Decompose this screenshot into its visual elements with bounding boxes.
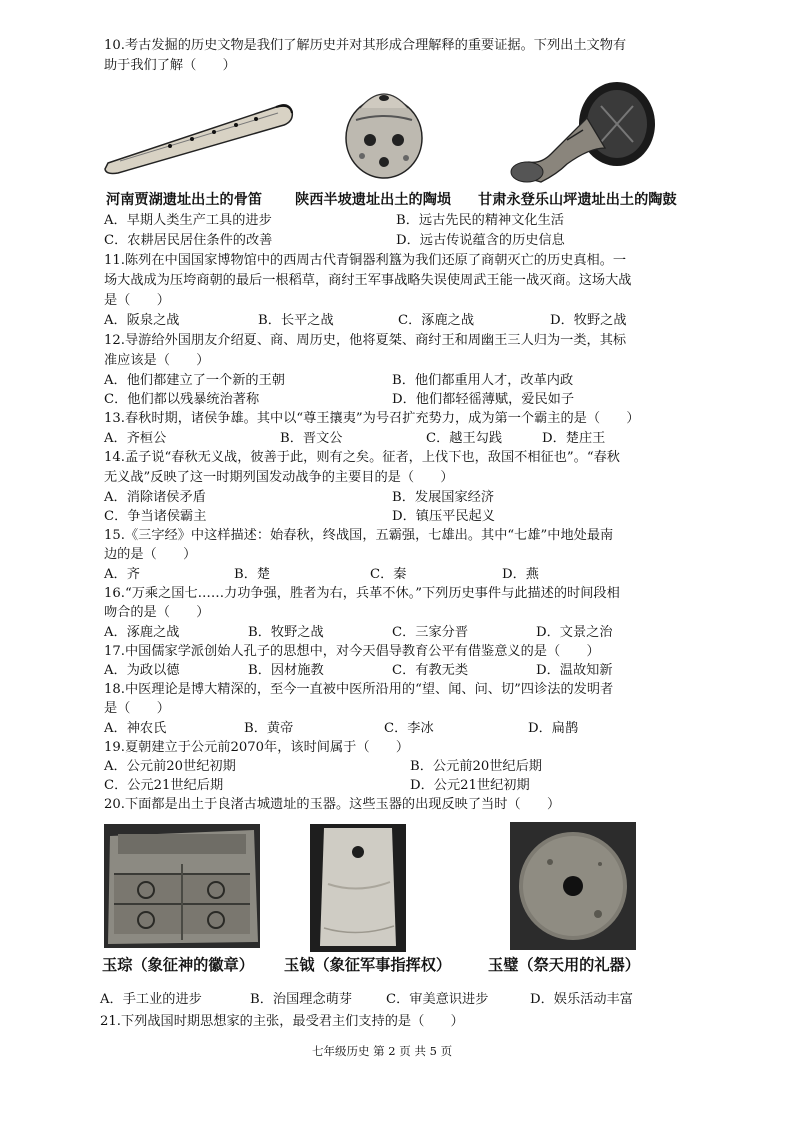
- q13-option-d: D．楚庄王: [542, 431, 606, 446]
- jade-cong-image: [104, 824, 260, 948]
- pottery-drum-image: [505, 78, 663, 186]
- q18-line-1: 18.中医理论是博大精深的，至今一直被中医所沿用的“望、闻、问、切”四诊法的发明者: [104, 682, 614, 697]
- figure-caption-jade-cong: 玉琮（象征神的徽章）: [102, 956, 254, 974]
- q12-option-d: D．他们都轻徭薄赋，爱民如子: [392, 392, 575, 407]
- q20-line-1: 20.下面都是出土于良渚古城遗址的玉器。这些玉器的出现反映了当时（ ）: [104, 797, 561, 812]
- figure-caption-jade-bi: 玉璧（祭天用的礼器）: [488, 956, 640, 974]
- q19-line-1: 19.夏朝建立于公元前2070年，该时间属于（ ）: [104, 740, 410, 755]
- q16-option-b: B．牧野之战: [248, 625, 324, 640]
- q11-line-2: 场大战成为压垮商朝的最后一根稻草，商纣王军事战略失误使周武王能一战灭商。这场大战: [104, 273, 632, 288]
- q11-option-a: A．阪泉之战: [104, 313, 180, 328]
- q16-line-1: 16.“万乘之国七……力功争强，胜者为右，兵革不休。”下列历史事件与此描述的时间段相: [104, 586, 620, 601]
- q14-option-d: D．镇压平民起义: [392, 509, 495, 524]
- figure-caption-jade-yue: 玉钺（象征军事指挥权）: [284, 956, 452, 974]
- q11-line-1: 11.陈列在中国国家博物馆中的西周古代青铜器利簋为我们还原了商朝灭亡的历史真相。一: [104, 253, 627, 268]
- q14-option-c: C．争当诸侯霸主: [104, 509, 207, 524]
- q17-option-b: B．因材施教: [248, 663, 324, 678]
- q16-line-2: 吻合的是（ ）: [104, 605, 210, 620]
- q20-option-b: B．治国理念萌芽: [250, 992, 353, 1007]
- q16-option-a: A．涿鹿之战: [104, 625, 180, 640]
- q12-option-c: C．他们都以残暴统治著称: [104, 392, 260, 407]
- q11-option-b: B．长平之战: [258, 313, 334, 328]
- q15-line-2: 边的是（ ）: [104, 547, 197, 562]
- q17-option-c: C．有教无类: [392, 663, 469, 678]
- bone-flute-image: [100, 95, 298, 175]
- q10-option-a: A．早期人类生产工具的进步: [104, 213, 272, 228]
- q18-line-2: 是（ ）: [104, 701, 170, 716]
- q18-option-a: A．神农氏: [104, 721, 167, 736]
- q17-line-1: 17.中国儒家学派创始人孔子的思想中，对今天倡导教育公平有借鉴意义的是（ ）: [104, 644, 600, 659]
- q20-option-d: D．娱乐活动丰富: [530, 992, 633, 1007]
- q20-option-a: A．手工业的进步: [100, 992, 202, 1007]
- page-footer: 七年级历史 第 2 页 共 5 页: [312, 1044, 453, 1058]
- q14-line-1: 14.孟子说“春秋无义战，彼善于此，则有之矣。征者，上伐下也，敌国不相征也”。“春秋: [104, 450, 620, 465]
- q14-option-b: B．发展国家经济: [392, 490, 495, 505]
- q10-option-b: B．远古先民的精神文化生活: [396, 213, 564, 228]
- q16-option-c: C．三家分晋: [392, 625, 469, 640]
- q10-line-2: 助于我们了解（ ）: [104, 58, 236, 73]
- q11-line-3: 是（ ）: [104, 293, 170, 308]
- q21-line-1: 21.下列战国时期思想家的主张，最受君主们支持的是（ ）: [100, 1014, 464, 1029]
- jade-yue-image: [310, 824, 406, 952]
- figure-caption-pottery-xun: 陕西半坡遗址出土的陶埙: [295, 192, 452, 208]
- q14-option-a: A．消除诸侯矛盾: [104, 490, 206, 505]
- q20-option-c: C．审美意识进步: [386, 992, 489, 1007]
- q17-option-a: A．为政以德: [104, 663, 180, 678]
- q19-option-a: A．公元前20世纪初期: [104, 759, 236, 774]
- figure-caption-pottery-drum: 甘肃永登乐山坪遗址出土的陶鼓: [478, 192, 677, 208]
- q19-option-b: B．公元前20世纪后期: [410, 759, 542, 774]
- q19-option-c: C．公元21世纪后期: [104, 778, 224, 793]
- q13-line-1: 13.春秋时期，诸侯争雄。其中以“尊王攘夷”为号召扩充势力，成为第一个霸主的是（ ）: [104, 411, 640, 426]
- q13-option-c: C．越王勾践: [426, 431, 503, 446]
- q15-option-d: D．燕: [502, 567, 539, 582]
- q15-option-b: B．楚: [234, 567, 271, 582]
- pottery-xun-image: [338, 78, 430, 182]
- q13-option-b: B．晋文公: [280, 431, 343, 446]
- q15-line-1: 15.《三字经》中这样描述：始春秋，终战国，五霸强，七雄出。其中“七雄”中地处最南: [104, 528, 614, 543]
- q10-option-d: D．远古传说蕴含的历史信息: [396, 233, 565, 248]
- q12-option-b: B．他们都重用人才，改革内政: [392, 373, 574, 388]
- q15-option-c: C．秦: [370, 567, 407, 582]
- q12-option-a: A．他们都建立了一个新的王朝: [104, 373, 285, 388]
- q18-option-c: C．李冰: [384, 721, 434, 736]
- figure-caption-bone-flute: 河南贾湖遗址出土的骨笛: [106, 192, 263, 208]
- q12-line-2: 准应该是（ ）: [104, 353, 210, 368]
- q17-option-d: D．温故知新: [536, 663, 613, 678]
- q14-line-2: 无义战”反映了这一时期列国发动战争的主要目的是（ ）: [104, 470, 454, 485]
- q11-option-c: C．涿鹿之战: [398, 313, 475, 328]
- q13-option-a: A．齐桓公: [104, 431, 167, 446]
- q12-line-1: 12.导游给外国朋友介绍夏、商、周历史，他将夏桀、商纣王和周幽王三人归为一类，其标: [104, 333, 627, 348]
- q18-option-b: B．黄帝: [244, 721, 294, 736]
- jade-bi-image: [510, 822, 636, 950]
- q18-option-d: D．扁鹊: [528, 721, 579, 736]
- q10-option-c: C．农耕居民居住条件的改善: [104, 233, 273, 248]
- q11-option-d: D．牧野之战: [550, 313, 627, 328]
- q10-line-1: 10.考古发掘的历史文物是我们了解历史并对其形成合理解释的重要证据。下列出土文物有: [104, 38, 627, 53]
- q16-option-d: D．文景之治: [536, 625, 613, 640]
- q15-option-a: A．齐: [104, 567, 140, 582]
- q19-option-d: D．公元21世纪初期: [410, 778, 530, 793]
